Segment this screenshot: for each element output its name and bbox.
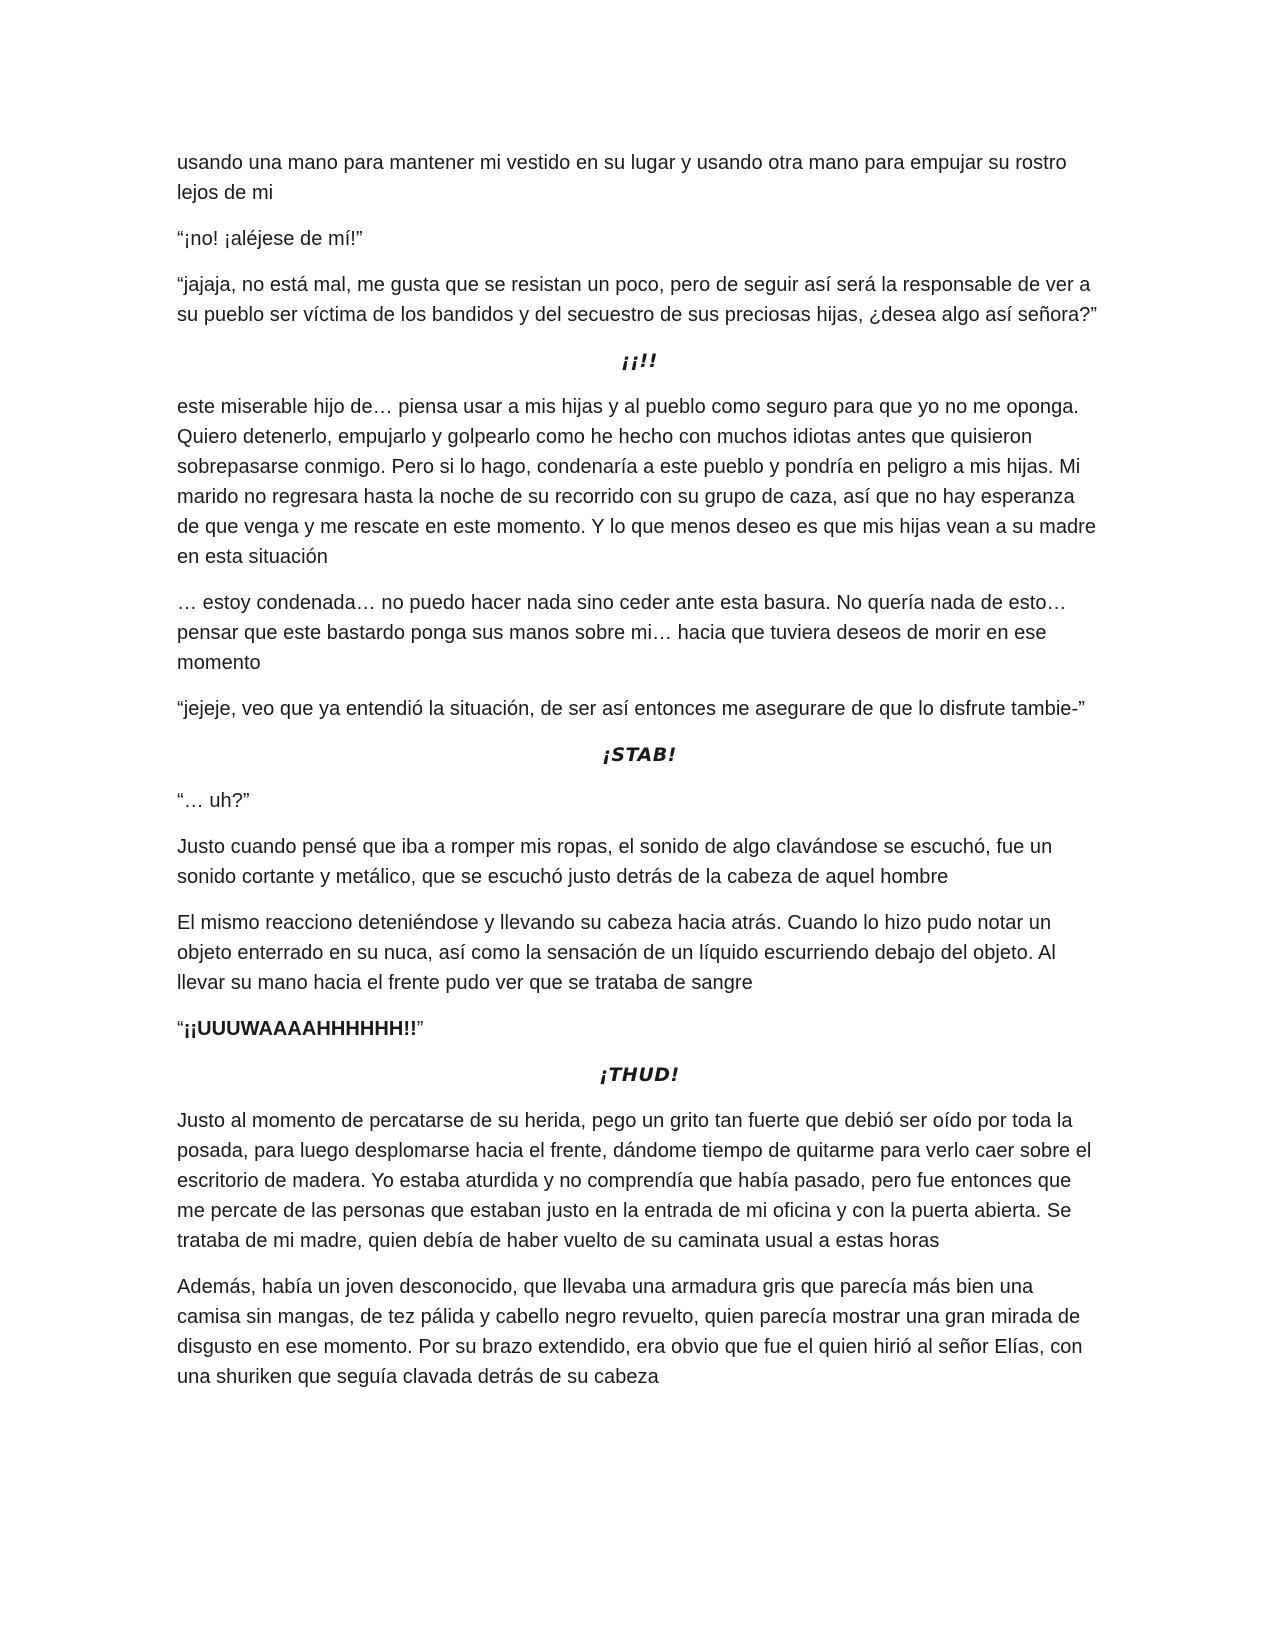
- paragraph-4: Justo cuando pensé que iba a romper mis ropas, el sonido de algo clavándose se escuchó, fue un sonido cortante y metálico, que se escuchó justo detrás de la cabeza de aquel hombre: [177, 836, 1053, 888]
- paragraph-6: Justo al momento de percatarse de su herida, pego un grito tan fuerte que debió ser oído por toda la posada, para luego desplomarse hacia el frente, dándome tiempo de quitarme para verlo caer sobre el escritorio de madera. Yo estaba aturdida y no comprendía que había pasado, pero fue entonces que me percate de las personas que estaban justo en la entrada de mi oficina y con la puerta abierta. Se trataba de mi madre, quien debía de haber vuelto de su caminata usual a estas horas: [177, 1110, 1092, 1252]
- paragraph-1: usando una mano para mantener mi vestido en su lugar y usando otra mano para empujar su rostro lejos de mi: [177, 152, 1067, 204]
- scream-text: ¡¡UUUWAAAAHHHHHH!!: [183, 1018, 417, 1040]
- paragraph-3: … estoy condenada… no puedo hacer nada sino ceder ante esta basura. No quería nada de esto… pensar que este bastardo ponga sus manos sobre mi… hacia que tuviera deseos de morir en ese momento: [177, 592, 1067, 674]
- sound-effect-thud: ¡THUD!: [599, 1064, 680, 1086]
- dialogue-line-3: “jejeje, veo que ya entendió la situación, de ser así entonces me asegurare de que lo disfrute tambie-”: [177, 698, 1085, 720]
- paragraph-7: Además, había un joven desconocido, que llevaba una armadura gris que parecía más bien una camisa sin mangas, de tez pálida y cabello negro revuelto, quien parecía mostrar una gran mirada de disgusto en ese momento. Por su brazo extendido, era obvio que fue el quien hirió al señor Elías, con una shuriken que seguía clavada detrás de su cabeza: [177, 1276, 1083, 1388]
- dialogue-line-1: “¡no! ¡aléjese de mí!”: [177, 228, 363, 250]
- dialogue-scream: [177, 1014, 1102, 1044]
- scream-close-quote: ”: [416, 1018, 424, 1040]
- page-body: [177, 148, 1102, 1408]
- dialogue-line-2: “jajaja, no está mal, me gusta que se resistan un poco, pero de seguir así será la responsable de ver a su pueblo ser víctima de los bandidos y del secuestro de sus preciosas hijas, ¿desea algo así señora?”: [177, 274, 1098, 326]
- sound-effect-stab: ¡STAB!: [602, 744, 677, 766]
- sound-effect-gasp: ¡¡!!: [621, 350, 658, 372]
- scream-open-quote: “: [177, 1018, 184, 1040]
- dialogue-line-4: “… uh?”: [177, 790, 250, 812]
- paragraph-5: El mismo reacciono deteniéndose y llevando su cabeza hacia atrás. Cuando lo hizo pudo notar un objeto enterrado en su nuca, así como la sensación de un líquido escurriendo debajo del objeto. Al llevar su mano hacia el frente pudo ver que se trataba de sangre: [177, 912, 1056, 994]
- paragraph-2: este miserable hijo de… piensa usar a mis hijas y al pueblo como seguro para que yo no me oponga. Quiero detenerlo, empujarlo y golpearlo como he hecho con muchos idiotas antes que quisieron sobrepasarse conmigo. Pero si lo hago, condenaría a este pueblo y pondría en peligro a mis hijas. Mi marido no regresara hasta la noche de su recorrido con su grupo de caza, así que no hay esperanza de que venga y me rescate en este momento. Y lo que menos deseo es que mis hijas vean a su madre en esta situación: [177, 396, 1097, 568]
